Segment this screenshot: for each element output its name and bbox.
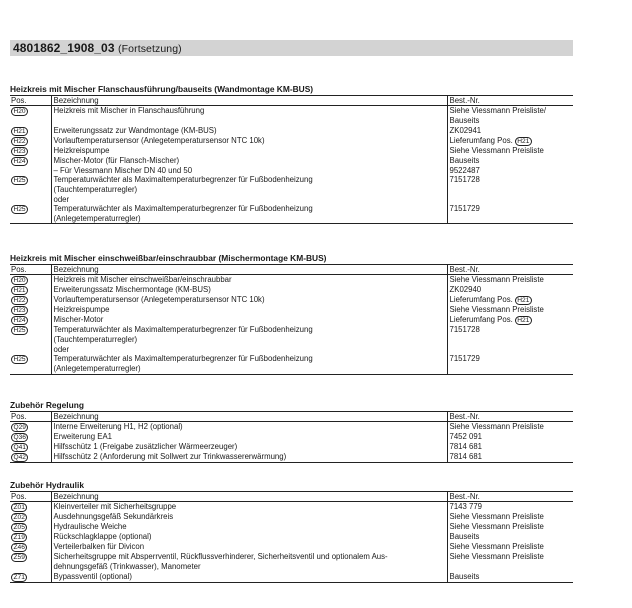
position-cell bbox=[10, 502, 51, 513]
position-cell bbox=[10, 522, 51, 532]
order-number-cell bbox=[447, 126, 573, 136]
parts-table bbox=[10, 96, 573, 224]
table-row bbox=[10, 156, 573, 166]
column-header-pos: Pos. bbox=[10, 96, 51, 106]
position-cell bbox=[10, 562, 51, 571]
position-badge: H21 bbox=[11, 127, 28, 136]
column-header-nr: Best.-Nr. bbox=[447, 96, 573, 106]
order-number-text: Siehe Viessmann Preisliste bbox=[449, 522, 544, 532]
table-header-row bbox=[10, 96, 573, 106]
order-number-cell bbox=[447, 532, 573, 542]
position-cell bbox=[10, 335, 51, 344]
table-row bbox=[10, 522, 573, 532]
section-zubehoer-regelung bbox=[10, 400, 573, 463]
description-cell: Erweiterungssatz zur Wandmontage (KM-BUS) bbox=[51, 126, 447, 136]
order-number-cell bbox=[447, 345, 573, 354]
position-cell bbox=[10, 512, 51, 522]
order-number-text: Siehe Viessmann Preisliste bbox=[449, 422, 544, 432]
description-cell: (Tauchtemperaturregler) bbox=[51, 335, 447, 344]
order-number-cell bbox=[447, 552, 573, 562]
section-zubehoer-hydraulik bbox=[10, 480, 573, 583]
order-number-text: Siehe Viessmann Preisliste bbox=[449, 552, 544, 562]
order-number-cell bbox=[447, 204, 573, 214]
position-badge: H22 bbox=[11, 137, 28, 146]
description-cell: Sicherheitsgruppe mit Absperrventil, Rückflussverhinderer, Sicherheitsventil und optionalem Aus- bbox=[51, 552, 447, 562]
order-number-cell bbox=[447, 432, 573, 442]
table-header-row bbox=[10, 265, 573, 275]
section-title: Heizkreis mit Mischer Flanschausführung/bauseits (Wandmontage KM-BUS) bbox=[10, 84, 573, 96]
order-number-cell bbox=[447, 335, 573, 344]
description-cell: (Anlegetemperaturregler) bbox=[51, 364, 447, 374]
description-cell: Hilfsschütz 1 (Freigabe zusätzlicher Wärmeerzeuger) bbox=[51, 442, 447, 452]
column-header-desc: Bezeichnung bbox=[51, 265, 447, 275]
table-row bbox=[10, 345, 573, 354]
order-number-text: ZK02941 bbox=[449, 125, 482, 135]
order-number-text: 7151729 bbox=[449, 204, 480, 214]
parts-table bbox=[10, 492, 573, 583]
table-header-row bbox=[10, 492, 573, 502]
column-header-pos: Pos. bbox=[10, 265, 51, 275]
reference-badge: H21 bbox=[515, 296, 532, 305]
description-cell: – Für Viessmann Mischer DN 40 und 50 bbox=[51, 166, 447, 175]
table-row bbox=[10, 185, 573, 194]
order-number-cell bbox=[447, 522, 573, 532]
parts-table bbox=[10, 265, 573, 375]
order-number-text: Siehe Viessmann Preisliste bbox=[449, 305, 544, 315]
order-number-cell bbox=[447, 136, 573, 146]
description-cell: Interne Erweiterung H1, H2 (optional) bbox=[51, 422, 447, 433]
column-header-nr: Best.-Nr. bbox=[447, 492, 573, 502]
position-cell bbox=[10, 146, 51, 156]
table-row bbox=[10, 116, 573, 125]
column-header-desc: Bezeichnung bbox=[51, 412, 447, 422]
table-row bbox=[10, 354, 573, 364]
table-row bbox=[10, 136, 573, 146]
order-number-cell bbox=[447, 285, 573, 295]
position-cell bbox=[10, 214, 51, 224]
order-number-text: 7452 091 bbox=[449, 432, 483, 442]
order-number-cell bbox=[447, 572, 573, 583]
description-cell: Rückschlagklappe (optional) bbox=[51, 532, 447, 542]
order-number-cell bbox=[447, 146, 573, 156]
column-header-pos: Pos. bbox=[10, 412, 51, 422]
description-cell bbox=[51, 116, 447, 125]
column-header-desc: Bezeichnung bbox=[51, 492, 447, 502]
position-badge: Z71 bbox=[11, 573, 27, 582]
position-cell bbox=[10, 442, 51, 452]
table-row bbox=[10, 562, 573, 571]
order-number-cell bbox=[447, 354, 573, 364]
description-cell: Mischer-Motor (für Flansch-Mischer) bbox=[51, 156, 447, 166]
order-number-text: Siehe Viessmann Preisliste bbox=[449, 542, 544, 552]
position-badge: H22 bbox=[11, 296, 28, 305]
order-number-text: Bauseits bbox=[449, 155, 480, 165]
description-cell: (Tauchtemperaturregler) bbox=[51, 185, 447, 194]
order-number-text: Bauseits bbox=[449, 532, 480, 542]
section-title: Heizkreis mit Mischer einschweißbar/einschraubbar (Mischermontage KM-BUS) bbox=[10, 253, 573, 265]
order-number-text: ZK02940 bbox=[449, 285, 482, 295]
section-heizkreis-flansch bbox=[10, 84, 573, 224]
table-row bbox=[10, 285, 573, 295]
position-badge: H23 bbox=[11, 147, 28, 156]
position-cell bbox=[10, 195, 51, 204]
order-number-cell bbox=[447, 502, 573, 513]
description-cell: Verteilerbalken für Divicon bbox=[51, 542, 447, 552]
position-cell bbox=[10, 295, 51, 305]
order-number-cell bbox=[447, 512, 573, 522]
description-cell: Hilfsschütz 2 (Anforderung mit Sollwert zur Trinkwassererwärmung) bbox=[51, 452, 447, 463]
description-cell: Heizkreispumpe bbox=[51, 305, 447, 315]
order-number-cell bbox=[447, 116, 573, 125]
order-number-cell bbox=[447, 325, 573, 335]
order-number-text: Lieferumfang Pos. bbox=[449, 295, 513, 305]
description-cell: Erweiterungssatz Mischermontage (KM-BUS) bbox=[51, 285, 447, 295]
position-badge: Q41 bbox=[11, 443, 28, 452]
position-cell bbox=[10, 325, 51, 335]
parts-table bbox=[10, 412, 573, 463]
position-cell bbox=[10, 345, 51, 354]
position-cell bbox=[10, 422, 51, 433]
position-badge: Q42 bbox=[11, 453, 28, 462]
description-cell: Bypassventil (optional) bbox=[51, 572, 447, 583]
position-cell bbox=[10, 175, 51, 185]
table-row bbox=[10, 442, 573, 452]
order-number-cell bbox=[447, 305, 573, 315]
table-row bbox=[10, 146, 573, 156]
table-row bbox=[10, 126, 573, 136]
position-cell bbox=[10, 185, 51, 194]
order-number-text: 7143 779 bbox=[449, 502, 483, 512]
description-cell: Ausdehnungsgefäß Sekundärkreis bbox=[51, 512, 447, 522]
order-number-cell bbox=[447, 442, 573, 452]
position-badge: Q29 bbox=[11, 423, 28, 432]
description-cell: Erweiterung EA1 bbox=[51, 432, 447, 442]
position-cell bbox=[10, 275, 51, 286]
table-row bbox=[10, 195, 573, 204]
table-row bbox=[10, 502, 573, 513]
table-row bbox=[10, 214, 573, 224]
order-number-cell bbox=[447, 166, 573, 175]
position-cell bbox=[10, 432, 51, 442]
table-header-row bbox=[10, 412, 573, 422]
table-row bbox=[10, 542, 573, 552]
position-badge: H23 bbox=[11, 306, 28, 315]
position-badge: H20 bbox=[11, 276, 28, 285]
position-badge: H24 bbox=[11, 157, 28, 166]
position-badge: H25 bbox=[11, 355, 28, 364]
order-number-cell bbox=[447, 364, 573, 374]
description-cell: Temperaturwächter als Maximaltemperaturbegrenzer für Fußbodenheizung bbox=[51, 354, 447, 364]
position-cell bbox=[10, 532, 51, 542]
table-row bbox=[10, 364, 573, 374]
column-header-nr: Best.-Nr. bbox=[447, 412, 573, 422]
position-badge: H21 bbox=[11, 286, 28, 295]
table-row bbox=[10, 204, 573, 214]
order-number-cell bbox=[447, 562, 573, 571]
order-number-text: Lieferumfang Pos. bbox=[449, 135, 513, 145]
description-cell: Hydraulische Weiche bbox=[51, 522, 447, 532]
order-number-cell bbox=[447, 422, 573, 433]
description-cell: oder bbox=[51, 345, 447, 354]
position-cell bbox=[10, 542, 51, 552]
order-number-cell bbox=[447, 106, 573, 117]
order-number-cell bbox=[447, 175, 573, 185]
position-cell bbox=[10, 572, 51, 583]
document-header bbox=[10, 40, 573, 56]
position-badge: Z01 bbox=[11, 503, 27, 512]
order-number-text: 7814 681 bbox=[449, 452, 483, 462]
table-row bbox=[10, 166, 573, 175]
order-number-text: 7151728 bbox=[449, 325, 480, 335]
table-row bbox=[10, 532, 573, 542]
table-row bbox=[10, 275, 573, 286]
order-number-text: Siehe Viessmann Preisliste/ bbox=[449, 106, 546, 116]
position-cell bbox=[10, 364, 51, 374]
position-badge: Q36 bbox=[11, 433, 28, 442]
order-number-text: Siehe Viessmann Preisliste bbox=[449, 145, 544, 155]
column-header-nr: Best.-Nr. bbox=[447, 265, 573, 275]
position-cell bbox=[10, 136, 51, 146]
description-cell: oder bbox=[51, 195, 447, 204]
position-cell bbox=[10, 315, 51, 325]
description-cell: Vorlauftemperatursensor (Anlegetemperatursensor NTC 10k) bbox=[51, 295, 447, 305]
position-badge: Z02 bbox=[11, 513, 27, 522]
order-number-text: 7151728 bbox=[449, 175, 480, 185]
description-cell: Kleinverteiler mit Sicherheitsgruppe bbox=[51, 502, 447, 513]
position-cell bbox=[10, 452, 51, 463]
column-header-pos: Pos. bbox=[10, 492, 51, 502]
position-cell bbox=[10, 552, 51, 562]
order-number-cell bbox=[447, 452, 573, 463]
order-number-text: 7814 681 bbox=[449, 442, 483, 452]
table-row bbox=[10, 305, 573, 315]
order-number-cell bbox=[447, 185, 573, 194]
document-id: 4801862_1908_03 (Fortsetzung) bbox=[13, 41, 182, 55]
description-cell: Temperaturwächter als Maximaltemperaturbegrenzer für Fußbodenheizung bbox=[51, 325, 447, 335]
position-badge: Z59 bbox=[11, 553, 27, 562]
position-badge: Z46 bbox=[11, 543, 27, 552]
position-cell bbox=[10, 305, 51, 315]
order-number-cell bbox=[447, 214, 573, 224]
table-row bbox=[10, 315, 573, 325]
position-cell bbox=[10, 285, 51, 295]
description-cell: Heizkreis mit Mischer einschweißbar/einschraubbar bbox=[51, 275, 447, 286]
order-number-text: Siehe Viessmann Preisliste bbox=[449, 275, 544, 285]
table-row bbox=[10, 452, 573, 463]
description-cell: Vorlauftemperatursensor (Anlegetemperatursensor NTC 10k) bbox=[51, 136, 447, 146]
position-cell bbox=[10, 204, 51, 214]
column-header-desc: Bezeichnung bbox=[51, 96, 447, 106]
order-number-text: Siehe Viessmann Preisliste bbox=[449, 512, 544, 522]
position-badge: H25 bbox=[11, 176, 28, 185]
order-number-cell bbox=[447, 275, 573, 286]
position-cell bbox=[10, 116, 51, 125]
table-row bbox=[10, 432, 573, 442]
reference-badge: H21 bbox=[515, 316, 532, 325]
table-row bbox=[10, 325, 573, 335]
position-badge: H24 bbox=[11, 316, 28, 325]
table-row bbox=[10, 295, 573, 305]
table-row bbox=[10, 422, 573, 433]
position-badge: H25 bbox=[11, 205, 28, 214]
table-row bbox=[10, 552, 573, 562]
order-number-cell bbox=[447, 195, 573, 204]
description-cell: (Anlegetemperaturregler) bbox=[51, 214, 447, 224]
order-number-text: Bauseits bbox=[449, 571, 480, 581]
reference-badge: H21 bbox=[515, 137, 532, 146]
section-title: Zubehör Hydraulik bbox=[10, 480, 573, 492]
order-number-cell bbox=[447, 315, 573, 325]
continuation-note: (Fortsetzung) bbox=[118, 43, 182, 55]
position-cell bbox=[10, 166, 51, 175]
section-heizkreis-einschweissbar bbox=[10, 253, 573, 375]
order-number-text: 9522487 bbox=[449, 165, 480, 175]
position-badge: H25 bbox=[11, 326, 28, 335]
position-badge: Z19 bbox=[11, 533, 27, 542]
position-badge: Z05 bbox=[11, 523, 27, 532]
table-row bbox=[10, 175, 573, 185]
position-badge: H20 bbox=[11, 107, 28, 116]
order-number-text: 7151729 bbox=[449, 354, 480, 364]
position-cell bbox=[10, 126, 51, 136]
table-row bbox=[10, 572, 573, 583]
position-cell bbox=[10, 156, 51, 166]
description-cell: dehnungsgefäß (Trinkwasser), Manometer bbox=[51, 562, 447, 571]
description-cell: Heizkreispumpe bbox=[51, 146, 447, 156]
position-cell bbox=[10, 354, 51, 364]
order-number-cell bbox=[447, 542, 573, 552]
order-number-text: Bauseits bbox=[449, 116, 480, 126]
table-row bbox=[10, 106, 573, 117]
order-number-cell bbox=[447, 295, 573, 305]
section-title: Zubehör Regelung bbox=[10, 400, 573, 412]
description-cell: Temperaturwächter als Maximaltemperaturbegrenzer für Fußbodenheizung bbox=[51, 204, 447, 214]
position-cell bbox=[10, 106, 51, 117]
table-row bbox=[10, 512, 573, 522]
description-cell: Temperaturwächter als Maximaltemperaturbegrenzer für Fußbodenheizung bbox=[51, 175, 447, 185]
table-row bbox=[10, 335, 573, 344]
order-number-text: Lieferumfang Pos. bbox=[449, 315, 513, 325]
description-cell: Mischer-Motor bbox=[51, 315, 447, 325]
order-number-cell bbox=[447, 156, 573, 166]
description-cell: Heizkreis mit Mischer in Flanschausführung bbox=[51, 106, 447, 117]
